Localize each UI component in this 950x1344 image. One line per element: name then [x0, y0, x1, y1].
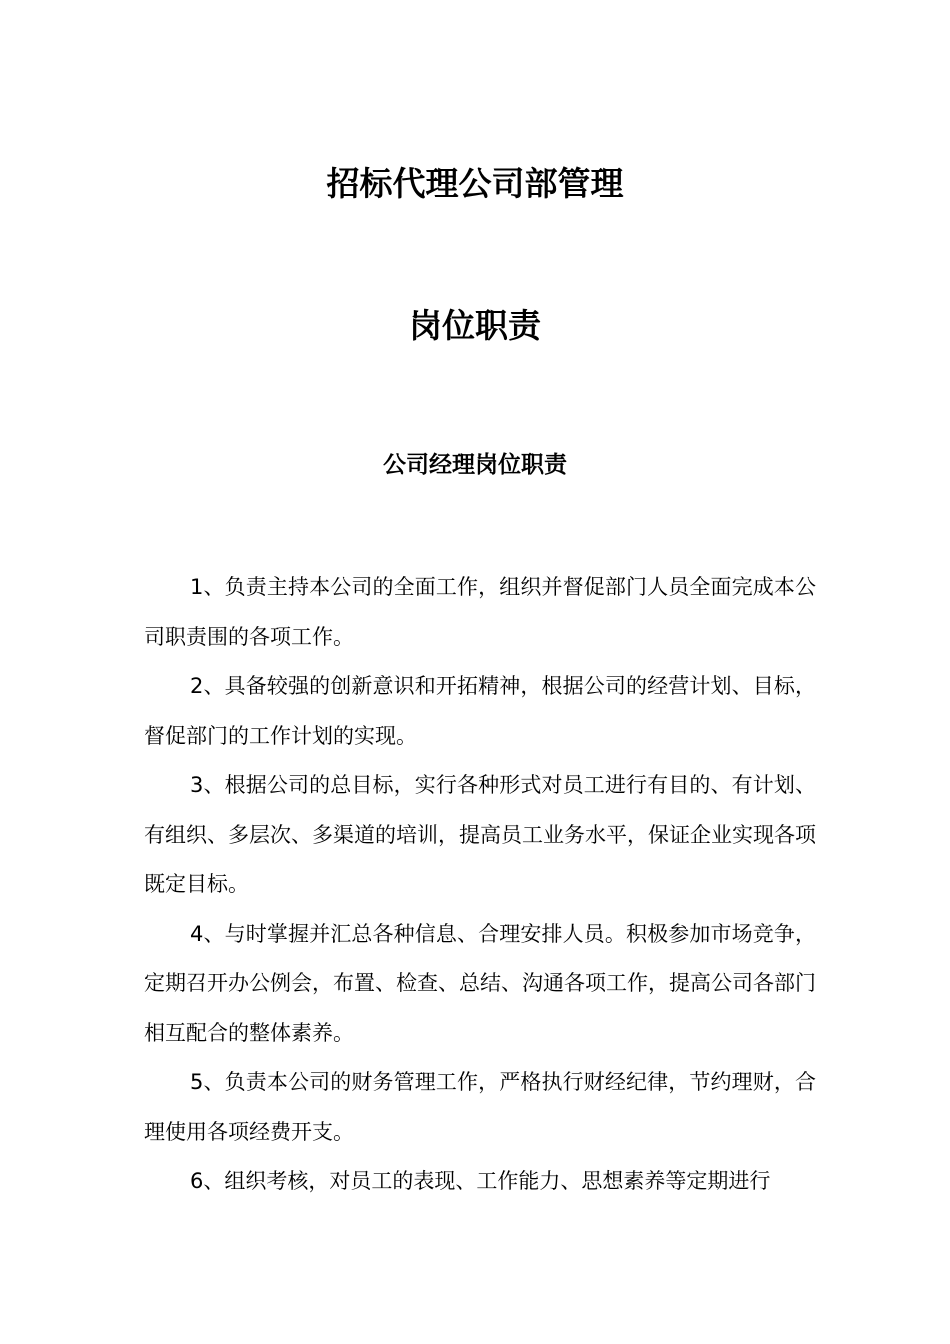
section-heading: 公司经理岗位职责	[383, 452, 567, 478]
paragraph-3: 3、根据公司的总目标，实行各种形式对员工进行有目的、有计划、有组织、多层次、多渠道的培训，提高员工业务水平，保证企业实现各项既定目标。	[144, 773, 816, 896]
document-body	[144, 563, 816, 1207]
paragraph-2: 2、具备较强的创新意识和开拓精神，根据公司的经营计划、目标，督促部门的工作计划的实现。	[144, 674, 816, 748]
paragraph-4: 4、与时掌握并汇总各种信息、合理安排人员。积极参加市场竞争，定期召开办公例会，布置、检查、总结、沟通各项工作，提高公司各部门相互配合的整体素养。	[144, 921, 816, 1045]
document-title-line-1: 招标代理公司部管理	[326, 164, 624, 203]
paragraph-5: 5、负责本公司的财务管理工作，严格执行财经纪律，节约理财，合理使用各项经费开支。	[144, 1070, 816, 1144]
paragraph-1: 1、负责主持本公司的全面工作，组织并督促部门人员全面完成本公司职责围的各项工作。	[144, 575, 816, 649]
document-title-line-2: 岗位职责	[409, 306, 541, 345]
paragraph-6: 6、组织考核，对员工的表现、工作能力、思想素养等定期进行	[190, 1169, 771, 1193]
